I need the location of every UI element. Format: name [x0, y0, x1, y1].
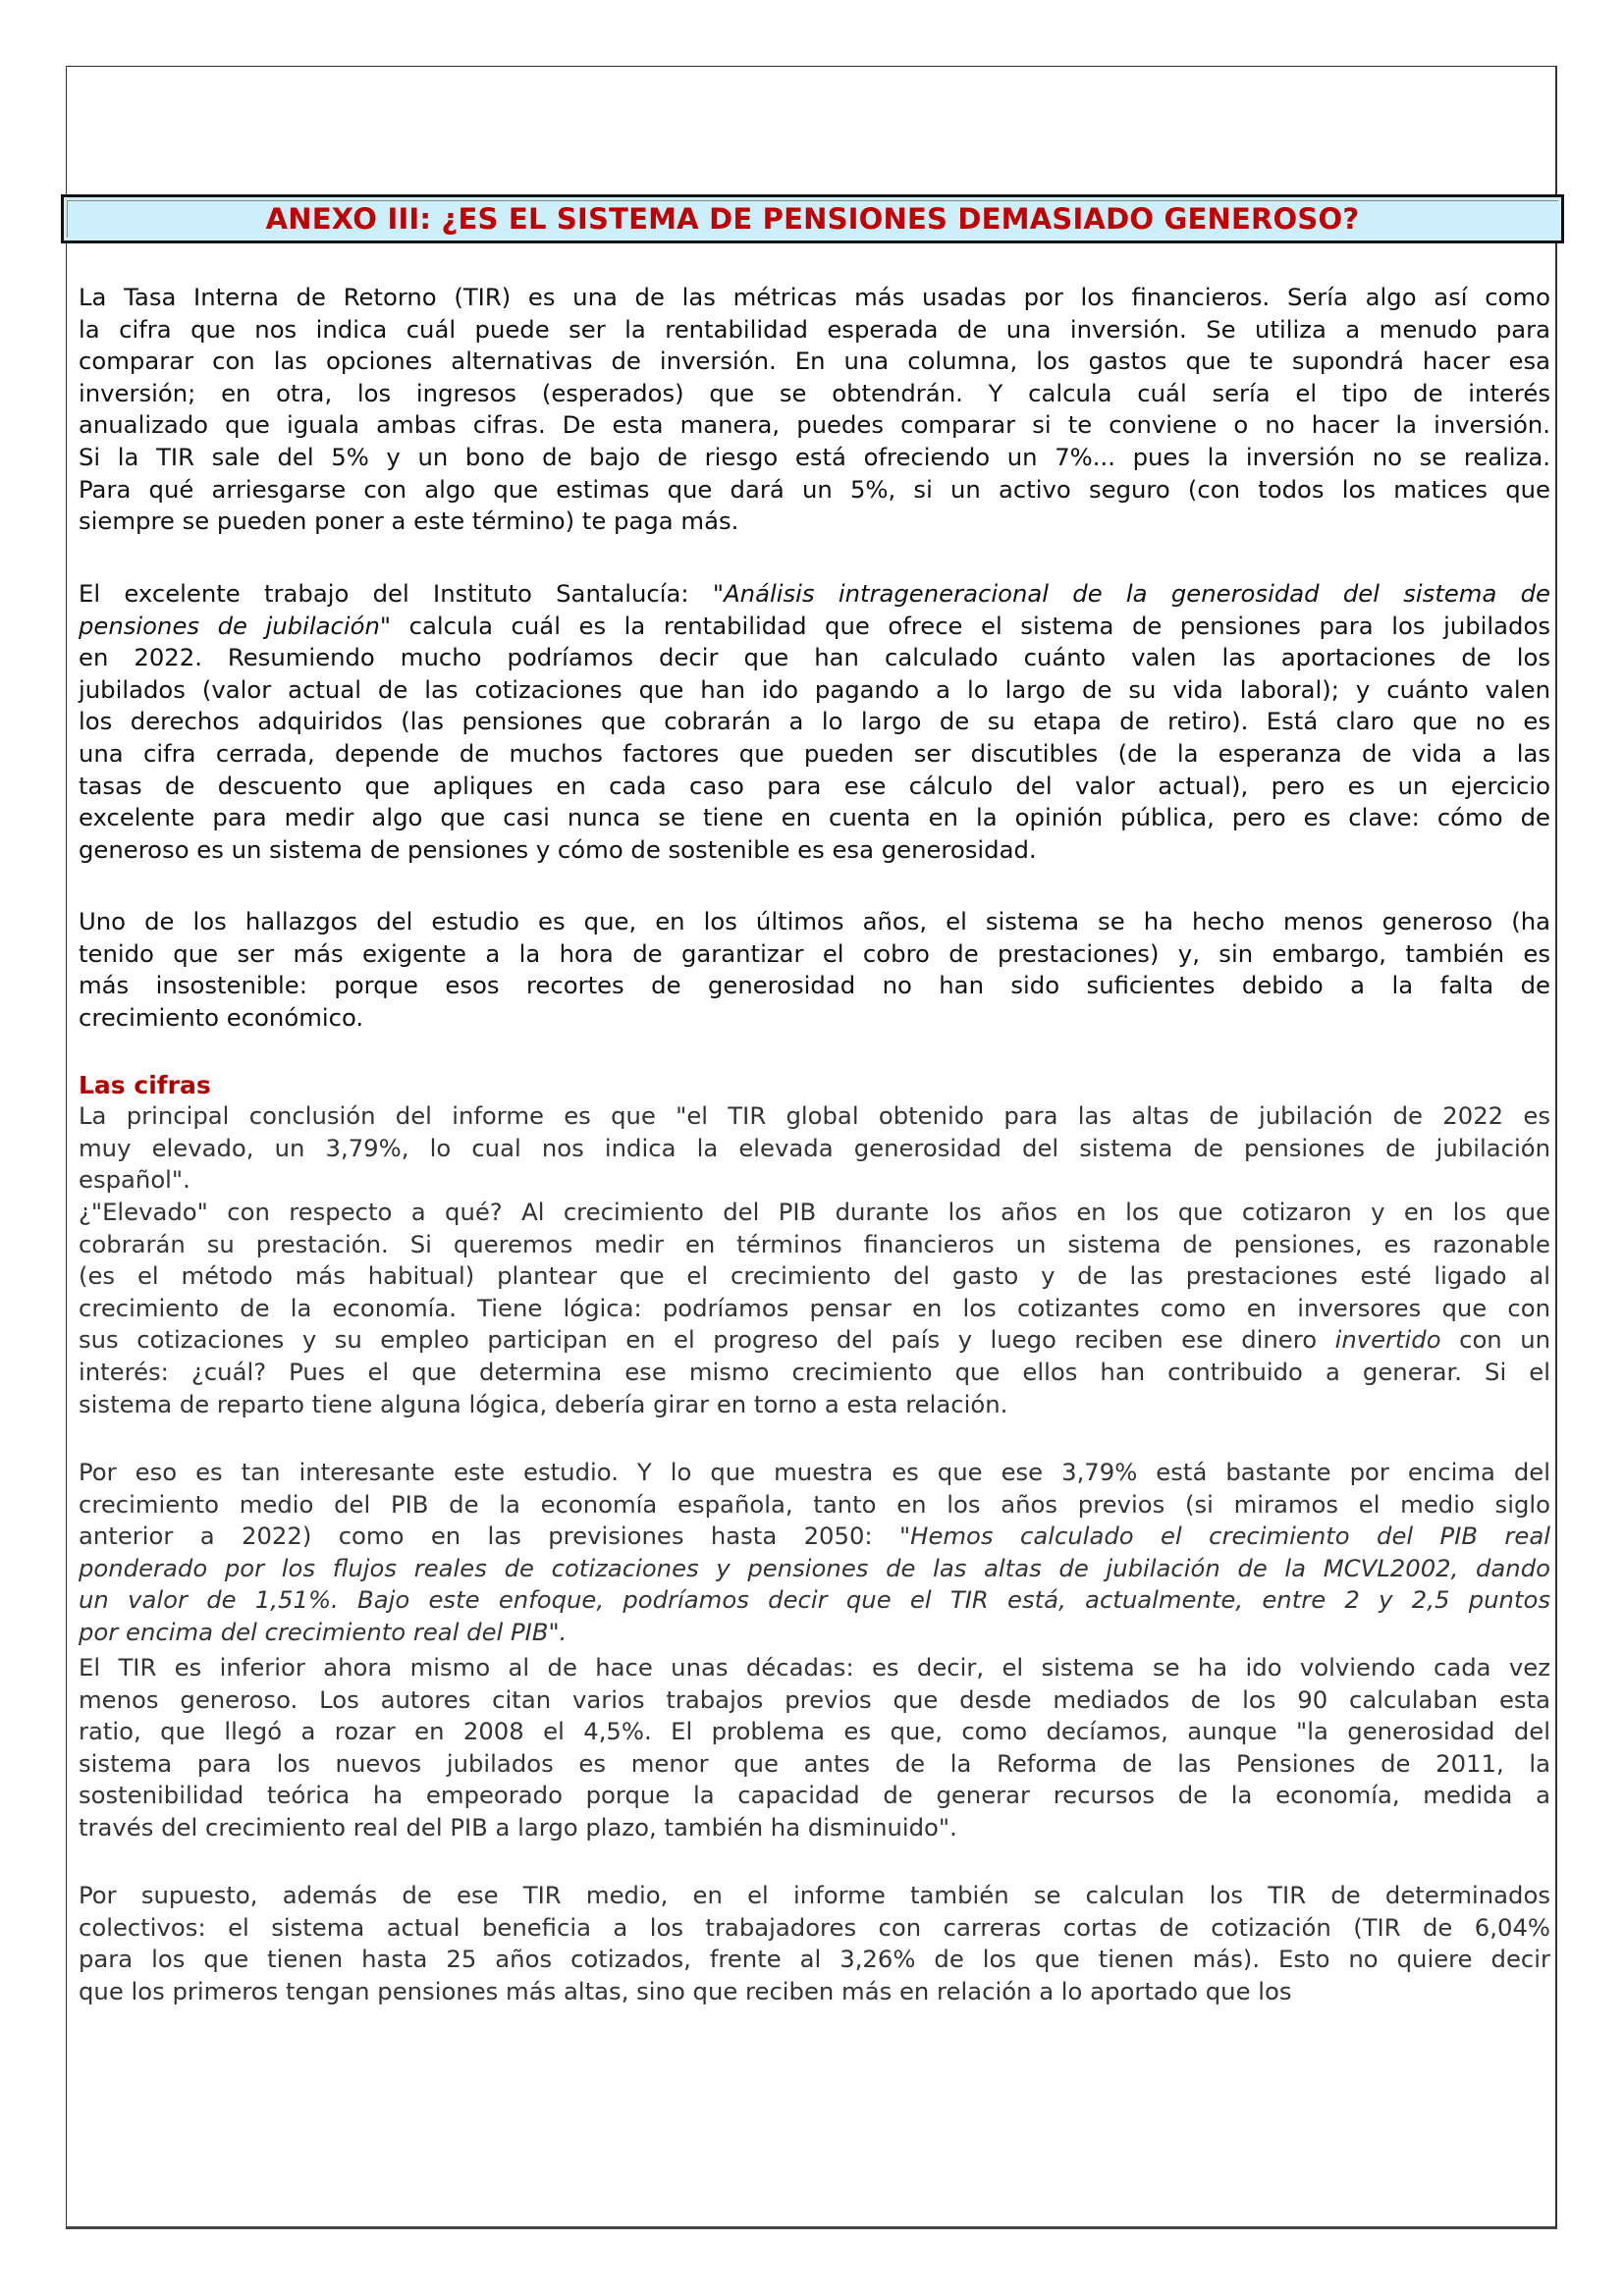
- text-run: ratio, que llegó a rozar en 2008 el 4,5%. El problema es que, como decíamos, aunque "la generosidad del: [79, 1717, 1550, 1746]
- text-run: interés: ¿cuál? Pues el que determina ese mismo crecimiento que ellos han contribuido a generar. Si el: [79, 1357, 1550, 1386]
- text-line: [79, 1260, 1550, 1293]
- text-run: Por eso es tan interesante este estudio. Y lo que muestra es que ese 3,79% está bastante por encima del: [79, 1458, 1550, 1486]
- text-line: [79, 938, 1550, 971]
- text-line: [79, 1133, 1550, 1165]
- text-line: [79, 1652, 1550, 1684]
- italic-text: por encima del crecimiento real del PIB".: [79, 1617, 568, 1646]
- italic-text: invertido: [1334, 1325, 1441, 1355]
- text-line: [79, 1976, 1550, 2008]
- text-run: crecimiento medio del PIB de la economía española, tanto en los años previos (si miramos el medio siglo: [79, 1489, 1550, 1519]
- text-line: [79, 738, 1550, 771]
- text-run: una cifra cerrada, depende de muchos factores que pueden ser discutibles (de la esperanza de vida a las: [79, 738, 1550, 768]
- text-line: [79, 409, 1550, 442]
- text-run: tenido que ser más exigente a la hora de garantizar el cobro de prestaciones) y, sin embargo, también es: [79, 938, 1550, 968]
- text-line: [79, 970, 1550, 1002]
- text-line: [79, 1944, 1550, 1976]
- text-run: jubilados (valor actual de las cotizaciones que han ido pagando a lo largo de su vida laboral); y cuánto valen: [79, 674, 1550, 704]
- text-run: anualizado que iguala ambas cifras. De esta manera, puedes comparar si te conviene o no hacer la inversión.: [79, 410, 1550, 440]
- text-run: El TIR es inferior ahora mismo al de hace unas décadas: es decir, el sistema se ha ido volviendo cada vez: [79, 1653, 1550, 1682]
- text-line: [79, 1617, 1550, 1649]
- text-line: [79, 1780, 1550, 1812]
- text-line: [79, 706, 1550, 738]
- text-line: [79, 378, 1550, 410]
- italic-text: un valor de 1,51%. Bajo este enfoque, podríamos decir que el TIR está, actualmente, entre 2 y 2,5 puntos: [79, 1585, 1550, 1615]
- text-line: [79, 642, 1550, 674]
- text-run: Para qué arriesgarse con algo que estimas que dará un 5%, si un activo seguro (con todos los matices que: [79, 474, 1550, 504]
- italic-text: pensiones de jubilación": [79, 611, 392, 640]
- text-run: en 2022. Resumiendo mucho podríamos decir que han calculado cuánto valen las aportaciones de los: [79, 643, 1550, 672]
- text-line: [79, 1389, 1550, 1421]
- text-run: con un: [1440, 1325, 1550, 1355]
- text-line: [79, 346, 1550, 378]
- text-line: [79, 282, 1550, 314]
- text-run: sus cotizaciones y su empleo participan en el progreso del país y luego reciben ese dinero: [79, 1325, 1335, 1355]
- paragraph-collectives: [79, 1880, 1550, 2007]
- text-line: [79, 674, 1550, 707]
- text-line: [79, 506, 1550, 538]
- text-line: [79, 1812, 1550, 1844]
- text-line: [79, 1357, 1550, 1389]
- text-run: la cifra que nos indica cuál puede ser la rentabilidad esperada de una inversión. Se utiliza a menudo para: [79, 314, 1550, 344]
- text-line: [79, 834, 1550, 867]
- text-line: [79, 1716, 1550, 1748]
- text-run: comparar con las opciones alternativas de inversión. En una columna, los gastos que te supondrá hacer esa: [79, 347, 1550, 376]
- text-run: (es el método más habitual) plantear que el crecimiento del gasto y de las prestaciones esté ligado al: [79, 1261, 1550, 1291]
- text-line: [79, 1100, 1550, 1133]
- text-line: [79, 1457, 1550, 1489]
- text-line: [79, 1553, 1550, 1585]
- text-line: [79, 1002, 1550, 1035]
- text-line: [79, 1880, 1550, 1912]
- text-run: Uno de los hallazgos del estudio es que, en los últimos años, el sistema se ha hecho menos generoso (ha: [79, 907, 1550, 935]
- text-run: tasas de descuento que apliques en cada caso para ese cálculo del valor actual), pero es un ejercicio: [79, 771, 1550, 800]
- italic-text: Hemos calculado el crecimiento del PIB real: [910, 1522, 1550, 1551]
- document-title: ANEXO III: ¿ES EL SISTEMA DE PENSIONES DEMASIADO GENEROSO?: [265, 202, 1360, 236]
- text-line: [79, 474, 1550, 507]
- paragraph-interesting-study: [79, 1457, 1550, 1649]
- text-run: menos generoso. Los autores citan varios trabajos previos que desde mediados de los 90 calculaban esta: [79, 1684, 1550, 1714]
- text-run: anterior a 2022) como en las previsiones hasta 2050: ": [79, 1522, 911, 1551]
- paragraph-main-conclusion: [79, 1100, 1550, 1197]
- text-run: La Tasa Interna de Retorno (TIR) es una de las métricas más usadas por los financieros. Sería algo así como: [79, 283, 1550, 311]
- text-line: [79, 1912, 1550, 1945]
- section-heading-las-cifras: Las cifras: [79, 1071, 211, 1099]
- text-line: [79, 906, 1550, 938]
- text-run: crecimiento económico.: [79, 1002, 364, 1032]
- text-line: [79, 802, 1550, 834]
- text-run: los derechos adquiridos (las pensiones que cobrarán a lo largo de su etapa de retiro). Está claro que no es: [79, 707, 1550, 736]
- text-line: [79, 578, 1550, 611]
- text-run: muy elevado, un 3,79%, lo cual nos indica la elevada generosidad del sistema de pensiones de jubilación: [79, 1133, 1550, 1162]
- text-run: Por supuesto, además de ese TIR medio, en el informe también se calculan los TIR de determinados: [79, 1881, 1550, 1909]
- paragraph-elevado: [79, 1197, 1550, 1420]
- text-line: [79, 1164, 1550, 1197]
- text-run: más insostenible: porque esos recortes de generosidad no han sido suficientes debido a la falta de: [79, 971, 1550, 1000]
- text-run: inversión; en otra, los ingresos (esperados) que se obtendrán. Y calcula cuál sería el tipo de interés: [79, 378, 1550, 407]
- text-run: sostenibilidad teórica ha empeorado porque la capacidad de generar recursos de la economía, medida a: [79, 1781, 1550, 1810]
- text-line: [79, 442, 1550, 474]
- text-line: [79, 1584, 1550, 1617]
- text-run: ¿"Elevado" con respecto a qué? Al crecimiento del PIB durante los años en los que cotizaron y en los que: [79, 1198, 1550, 1226]
- text-line: [79, 771, 1550, 803]
- text-run: que los primeros tengan pensiones más altas, sino que reciben más en relación a lo aportado que los: [79, 1976, 1292, 2005]
- text-run: cobrarán su prestación. Si queremos medir en términos financieros un sistema de pensiones, es razonable: [79, 1229, 1550, 1258]
- text-line: [79, 611, 1550, 643]
- text-run: La principal conclusión del informe es que "el TIR global obtenido para las altas de jubilación de 2022 es: [79, 1101, 1550, 1130]
- text-line: [79, 1489, 1550, 1522]
- text-run: sistema para los nuevos jubilados es menor que antes de la Reforma de las Pensiones de 2011, la: [79, 1748, 1550, 1778]
- text-line: [79, 1684, 1550, 1717]
- text-run: calcula cuál es la rentabilidad que ofrece el sistema de pensiones para los jubilados: [391, 611, 1550, 640]
- paragraph-tir-definition: [79, 282, 1550, 538]
- italic-text: "Análisis intrageneracional de la generosidad del sistema de: [712, 579, 1551, 608]
- text-run: siempre se pueden poner a este término) te paga más.: [79, 507, 739, 536]
- title-banner: [61, 194, 1564, 243]
- text-run: español".: [79, 1165, 190, 1195]
- text-run: Si la TIR sale del 5% y un bono de bajo de riesgo está ofreciendo un 7%... pues la inversión no se realiza.: [79, 442, 1550, 471]
- text-line: [79, 1748, 1550, 1781]
- paragraph-santalucia-study: [79, 578, 1550, 866]
- text-run: El excelente trabajo del Instituto Santalucía:: [79, 579, 713, 608]
- paragraph-tir-decline: [79, 1652, 1550, 1844]
- text-line: [79, 1324, 1550, 1357]
- text-line: [79, 1521, 1550, 1553]
- text-line: [79, 314, 1550, 347]
- text-run: colectivos: el sistema actual beneficia a los trabajadores con carreras cortas de cotización (TIR de 6,04%: [79, 1912, 1550, 1942]
- italic-text: ponderado por los flujos reales de cotizaciones y pensiones de las altas de jubilación de la MCVL2002, dando: [79, 1553, 1550, 1582]
- text-run: crecimiento de la economía. Tiene lógica: podríamos pensar en los cotizantes como en inversores que con: [79, 1293, 1550, 1322]
- text-run: para los que tienen hasta 25 años cotizados, frente al 3,26% de los que tienen más). Esto no quiere decir: [79, 1945, 1550, 1974]
- text-run: generoso es un sistema de pensiones y cómo de sostenible es esa generosidad.: [79, 834, 1037, 864]
- text-run: sistema de reparto tiene alguna lógica, debería girar en torno a esta relación.: [79, 1389, 1008, 1418]
- text-line: [79, 1293, 1550, 1325]
- text-run: excelente para medir algo que casi nunca se tiene en cuenta en la opinión pública, pero es clave: cómo de: [79, 803, 1550, 832]
- text-line: [79, 1197, 1550, 1229]
- text-run: través del crecimiento real del PIB a largo plazo, también ha disminuido".: [79, 1812, 957, 1842]
- text-line: [79, 1229, 1550, 1261]
- paragraph-findings: [79, 906, 1550, 1034]
